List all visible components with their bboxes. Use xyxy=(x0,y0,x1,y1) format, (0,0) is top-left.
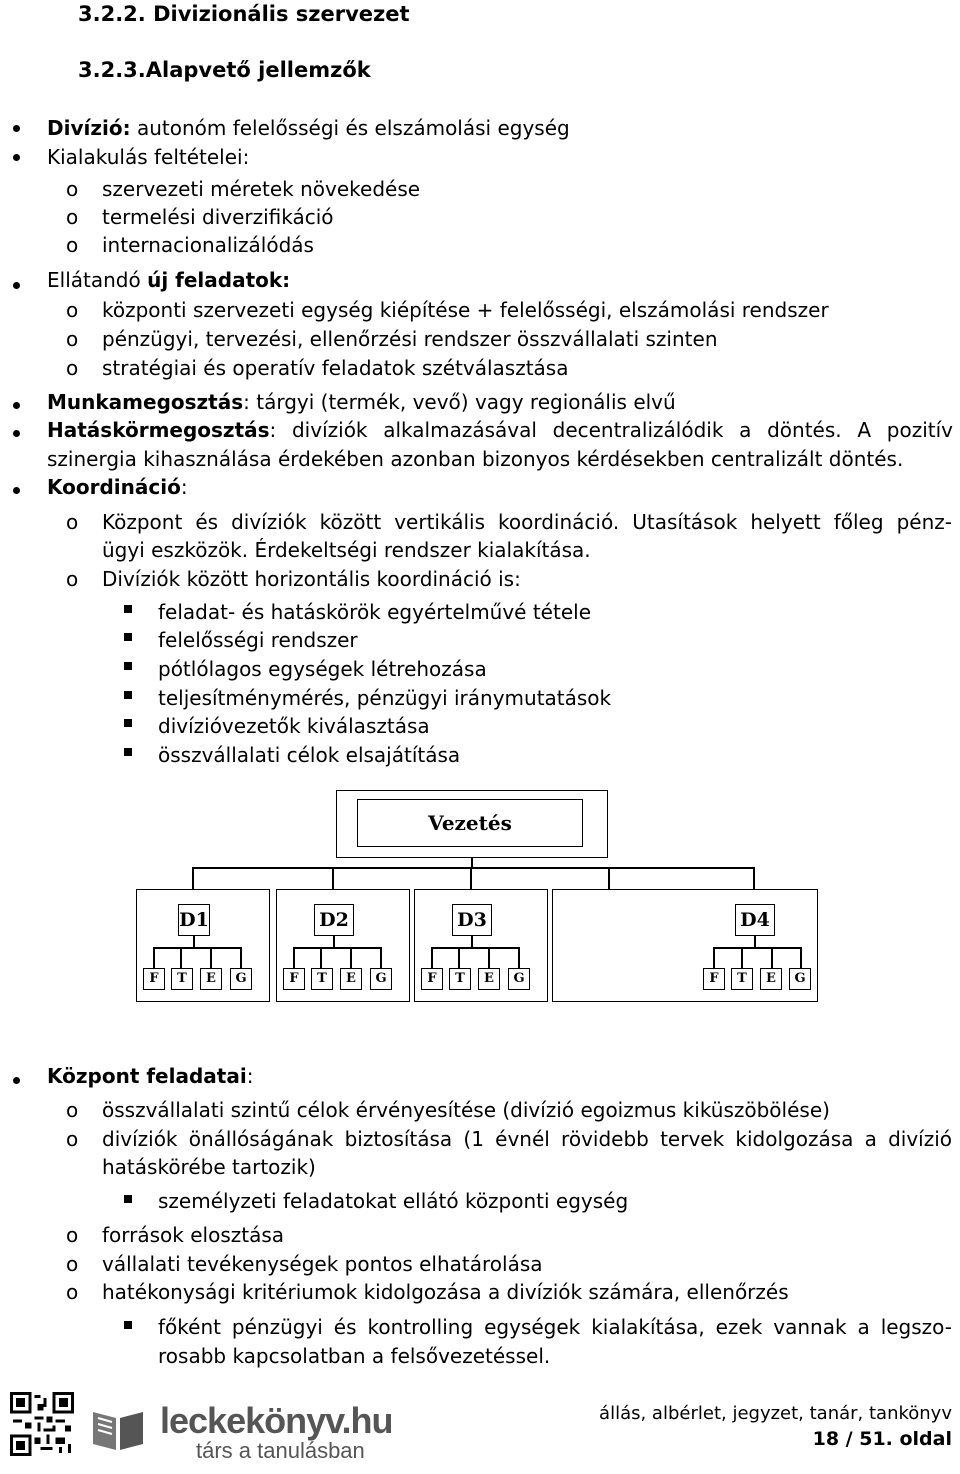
divizio-term: Divízió: xyxy=(47,116,131,140)
connector xyxy=(458,947,460,969)
connector xyxy=(741,947,743,969)
list-item: pénzügyi, tervezési, ellenőrzési rendszer összvállalati szinten xyxy=(102,327,718,351)
division-frame xyxy=(552,889,818,1002)
square-bullet xyxy=(124,662,132,670)
connector xyxy=(350,947,352,969)
munka-rest: : tárgyi (termék, vevő) vagy regionális elvű xyxy=(243,390,676,414)
list-item-cont: hatáskörébe tartozik) xyxy=(102,1155,316,1179)
function-box: T xyxy=(731,968,753,990)
koord-item2: Divíziók között horizontális koordináció is: xyxy=(102,567,521,591)
page-number: 18 / 51. oldal xyxy=(812,1428,952,1450)
heading-number: 3.2.3. xyxy=(78,58,146,82)
sub-item-cont: rosabb kapcsolatban a felsővezetéssel. xyxy=(158,1344,551,1368)
munkamegosztas xyxy=(47,388,676,416)
circle-bullet: o xyxy=(66,1223,79,1247)
square-bullet xyxy=(124,748,132,756)
list-item: hatékonysági kritériumok kidolgozása a divíziók számára, ellenőrzés xyxy=(102,1280,789,1304)
bullet xyxy=(13,487,20,494)
function-box: F xyxy=(421,968,443,990)
function-box: F xyxy=(283,968,305,990)
division-frame xyxy=(136,889,270,1002)
section-heading-3-2-2: 3.2.2. Divizionális szervezet xyxy=(78,2,410,26)
kozpont-term: Központ feladatai xyxy=(47,1064,247,1088)
circle-bullet: o xyxy=(66,1127,79,1151)
list-item: források elosztása xyxy=(102,1223,285,1247)
division-frame xyxy=(276,889,410,1002)
section-heading-3-2-3 xyxy=(78,56,371,84)
circle-bullet: o xyxy=(66,1252,79,1276)
connector xyxy=(753,867,755,889)
horiz-item: divízióvezetők kiválasztása xyxy=(158,714,430,738)
circle-bullet: o xyxy=(66,1280,79,1304)
org-chart xyxy=(136,790,818,1002)
circle-bullet: o xyxy=(66,298,79,322)
function-box: G xyxy=(370,968,392,990)
horiz-item: teljesítménymérés, pénzügyi iránymutatások xyxy=(158,686,612,710)
bullet xyxy=(13,430,20,437)
function-box: F xyxy=(143,968,165,990)
square-bullet xyxy=(124,605,132,613)
circle-bullet: o xyxy=(66,177,79,201)
bullet xyxy=(13,125,20,132)
bullet xyxy=(13,402,20,409)
connector xyxy=(180,947,182,969)
munka-term: Munkamegosztás xyxy=(47,390,244,414)
connector xyxy=(240,947,242,969)
square-bullet xyxy=(124,1195,132,1203)
ellatando-prefix: Ellátandó xyxy=(47,268,148,292)
connector xyxy=(713,947,801,949)
connector xyxy=(293,947,381,949)
hataskor-line1 xyxy=(47,416,953,444)
connector xyxy=(771,947,773,969)
list-item: termelési diverzifikáció xyxy=(102,205,334,229)
division-box: D4 xyxy=(735,904,775,936)
horiz-item: felelősségi rendszer xyxy=(158,628,358,652)
connector xyxy=(470,867,472,889)
connector xyxy=(800,947,802,969)
horiz-item: pótlólagos egységek létrehozása xyxy=(158,657,487,681)
connector xyxy=(153,947,241,949)
circle-bullet: o xyxy=(66,1098,79,1122)
org-top-frame xyxy=(336,790,608,858)
function-box: E xyxy=(760,968,782,990)
koord-rest: : xyxy=(180,475,188,499)
kozpont-rest: : xyxy=(246,1064,254,1088)
circle-bullet: o xyxy=(66,356,79,380)
ellatando-label xyxy=(47,266,290,294)
footer-links: állás, albérlet, jegyzet, tanár, tankönyv xyxy=(599,1403,952,1424)
connector xyxy=(153,947,155,969)
list-item: központi szervezeti egység kiépítése + felelősségi, elszámolási rendszer xyxy=(102,298,829,322)
connector xyxy=(293,947,295,969)
square-bullet xyxy=(124,691,132,699)
connector xyxy=(713,947,715,969)
koord-item1-line2: ügyi eszközök. Érdekeltségi rendszer kialakítása. xyxy=(102,538,591,562)
division-box: D2 xyxy=(314,904,354,936)
connector xyxy=(192,867,194,889)
divizio-definition xyxy=(47,114,570,142)
connector xyxy=(488,947,490,969)
list-item: összvállalati szintű célok érvényesítése (divízió egoizmus kiküszöbölése) xyxy=(102,1098,830,1122)
division-frame xyxy=(414,889,548,1002)
connector xyxy=(320,947,322,969)
division-box: D1 xyxy=(178,904,210,936)
kozpont-label xyxy=(47,1062,253,1090)
connector xyxy=(608,867,610,889)
function-box: G xyxy=(230,968,252,990)
book-logo-icon xyxy=(88,1404,148,1454)
function-box: E xyxy=(340,968,362,990)
bullet xyxy=(13,282,20,289)
ellatando-bold: új feladatok: xyxy=(147,268,291,292)
square-bullet xyxy=(124,1321,132,1329)
sub-item: főként pénzügyi és kontrolling egységek kialakítása, ezek vannak a legszo- xyxy=(158,1315,952,1339)
connector xyxy=(431,947,519,949)
function-box: F xyxy=(703,968,725,990)
function-box: E xyxy=(200,968,222,990)
list-item: szervezeti méretek növekedése xyxy=(102,177,421,201)
function-box: T xyxy=(311,968,333,990)
bullet xyxy=(13,1077,20,1084)
connector xyxy=(380,947,382,969)
hatas-rest: : divíziók alkalmazásával decentralizálódik a döntés. A pozitív xyxy=(269,418,953,442)
connector xyxy=(192,867,754,869)
list-item: vállalati tevékenységek pontos elhatárolása xyxy=(102,1252,543,1276)
circle-bullet: o xyxy=(66,205,79,229)
divizio-def: autonóm felelősségi és elszámolási egység xyxy=(130,116,570,140)
list-item: internacionalizálódás xyxy=(102,233,314,257)
horiz-item: összvállalati célok elsajátítása xyxy=(158,743,461,767)
hataskor-line2: szinergia kihasználása érdekében azonban bizonyos kérdésekben centralizált döntés. xyxy=(47,447,904,471)
circle-bullet: o xyxy=(66,567,79,591)
circle-bullet: o xyxy=(66,510,79,534)
function-box: G xyxy=(508,968,530,990)
square-bullet xyxy=(124,633,132,641)
circle-bullet: o xyxy=(66,233,79,257)
list-item: divíziók önállóságának biztosítása (1 évnél rövidebb tervek kidolgozása a divízió xyxy=(102,1127,952,1151)
org-top-box: Vezetés xyxy=(357,799,583,847)
function-box: T xyxy=(449,968,471,990)
connector xyxy=(332,867,334,889)
square-bullet xyxy=(124,719,132,727)
koord-term: Koordináció xyxy=(47,475,181,499)
function-box: T xyxy=(171,968,193,990)
qr-code-icon xyxy=(10,1392,74,1456)
horiz-item: feladat- és hatáskörök egyértelművé tétele xyxy=(158,600,591,624)
circle-bullet: o xyxy=(66,327,79,351)
connector xyxy=(210,947,212,969)
sub-item: személyzeti feladatokat ellátó központi egység xyxy=(158,1189,629,1213)
brand-tagline: társ a tanulásban xyxy=(196,1438,365,1463)
connector xyxy=(518,947,520,969)
koordinacio-label xyxy=(47,473,188,501)
koord-item1-line1: Központ és divíziók között vertikális koordináció. Utasítások helyett főleg pénz- xyxy=(102,510,952,534)
kialakulas-label: Kialakulás feltételei: xyxy=(47,145,250,169)
function-box: E xyxy=(478,968,500,990)
hatas-term: Hatáskörmegosztás xyxy=(47,418,270,442)
connector xyxy=(431,947,433,969)
heading-title: Alapvető jellemzők xyxy=(145,58,371,82)
division-box: D3 xyxy=(452,904,492,936)
list-item: stratégiai és operatív feladatok szétválasztása xyxy=(102,356,569,380)
bullet xyxy=(13,154,20,161)
function-box: G xyxy=(789,968,811,990)
brand-logo-text: leckekönyv.hu xyxy=(160,1400,393,1441)
